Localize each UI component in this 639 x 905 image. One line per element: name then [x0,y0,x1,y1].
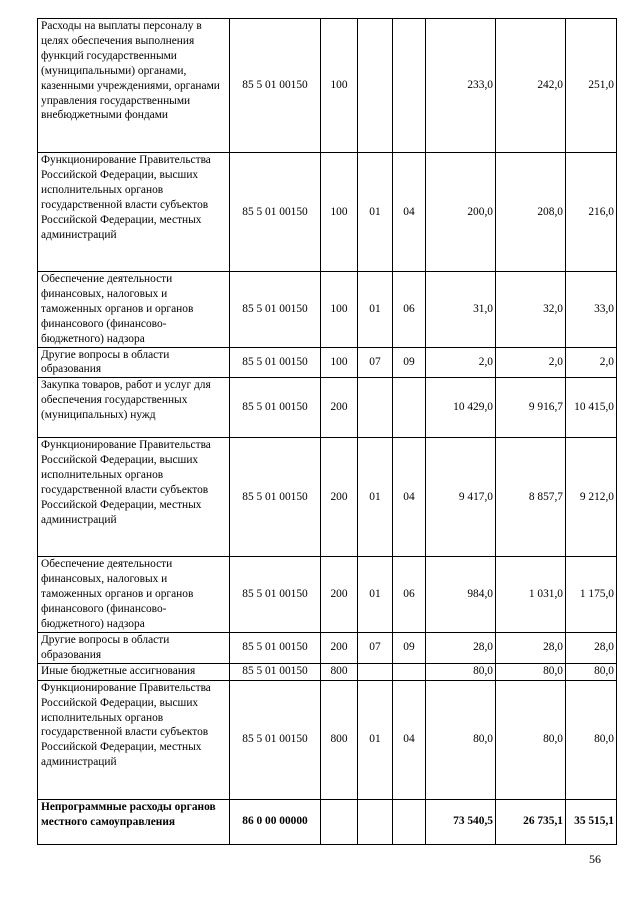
section-code [358,19,393,153]
target-article-code: 85 5 01 00150 [230,438,321,557]
amount-year-2: 208,0 [496,153,566,272]
amount-year-1: 31,0 [426,272,496,348]
section-code: 01 [358,272,393,348]
table-row [38,19,617,153]
subsection-code: 06 [393,557,426,633]
table-row [38,799,617,844]
expense-type-code: 200 [321,632,358,663]
subsection-code [393,663,426,680]
amount-year-1: 80,0 [426,680,496,799]
table-row [38,680,617,799]
amount-year-2: 80,0 [496,680,566,799]
amount-year-3: 2,0 [566,347,617,378]
section-code: 01 [358,153,393,272]
amount-year-3: 9 212,0 [566,438,617,557]
row-name: Иные бюджетные ассигнования [38,663,230,680]
subsection-code [393,799,426,844]
expense-type-code: 800 [321,680,358,799]
target-article-code: 85 5 01 00150 [230,557,321,633]
amount-year-2: 28,0 [496,632,566,663]
amount-year-3: 216,0 [566,153,617,272]
subsection-code: 04 [393,438,426,557]
row-name: Обеспечение деятельности финансовых, налоговых и таможенных органов и органов финансового (финансово-бюджетного) надзора [38,557,230,633]
section-code [358,799,393,844]
table-row [38,557,617,633]
amount-year-2: 8 857,7 [496,438,566,557]
subsection-code: 09 [393,347,426,378]
amount-year-3: 80,0 [566,680,617,799]
section-code: 07 [358,347,393,378]
subsection-code: 09 [393,632,426,663]
expense-type-code: 100 [321,19,358,153]
table-row [38,663,617,680]
subsection-code [393,19,426,153]
amount-year-3: 33,0 [566,272,617,348]
expense-type-code: 800 [321,663,358,680]
target-article-code: 85 5 01 00150 [230,153,321,272]
row-name: Непрограммные расходы органов местного самоуправления [38,799,230,844]
amount-year-2: 26 735,1 [496,799,566,844]
expense-type-code: 200 [321,378,358,438]
section-code [358,663,393,680]
row-name: Другие вопросы в области образования [38,632,230,663]
amount-year-1: 9 417,0 [426,438,496,557]
amount-year-2: 32,0 [496,272,566,348]
amount-year-1: 2,0 [426,347,496,378]
section-code: 01 [358,438,393,557]
row-name: Обеспечение деятельности финансовых, налоговых и таможенных органов и органов финансового (финансово-бюджетного) надзора [38,272,230,348]
amount-year-3: 80,0 [566,663,617,680]
subsection-code: 06 [393,272,426,348]
amount-year-1: 28,0 [426,632,496,663]
amount-year-2: 242,0 [496,19,566,153]
row-name: Функционирование Правительства Российской Федерации, высших исполнительных органов государственной власти субъектов Российской Федерации, местных администраций [38,680,230,799]
row-name: Расходы на выплаты персоналу в целях обеспечения выполнения функций государственными (муниципальными) органами, казенными учреждениями, органами управления государственными внебюджетными фондами [38,19,230,153]
amount-year-1: 233,0 [426,19,496,153]
amount-year-1: 200,0 [426,153,496,272]
row-name: Функционирование Правительства Российской Федерации, высших исполнительных органов государственной власти субъектов Российской Федерации, местных администраций [38,438,230,557]
amount-year-2: 9 916,7 [496,378,566,438]
amount-year-1: 10 429,0 [426,378,496,438]
target-article-code: 85 5 01 00150 [230,378,321,438]
amount-year-3: 10 415,0 [566,378,617,438]
section-code [358,378,393,438]
table-row [38,378,617,438]
section-code: 01 [358,557,393,633]
table-row [38,272,617,348]
table-row [38,153,617,272]
amount-year-2: 2,0 [496,347,566,378]
row-name: Функционирование Правительства Российской Федерации, высших исполнительных органов государственной власти субъектов Российской Федерации, местных администраций [38,153,230,272]
expense-type-code [321,799,358,844]
target-article-code: 85 5 01 00150 [230,19,321,153]
target-article-code: 85 5 01 00150 [230,272,321,348]
amount-year-3: 35 515,1 [566,799,617,844]
amount-year-3: 1 175,0 [566,557,617,633]
target-article-code: 85 5 01 00150 [230,680,321,799]
amount-year-1: 73 540,5 [426,799,496,844]
section-code: 07 [358,632,393,663]
amount-year-1: 984,0 [426,557,496,633]
amount-year-2: 80,0 [496,663,566,680]
expense-type-code: 200 [321,557,358,633]
row-name: Закупка товаров, работ и услуг для обеспечения государственных (муниципальных) нужд [38,378,230,438]
page-number: 56 [589,852,601,866]
target-article-code: 86 0 00 00000 [230,799,321,844]
table-row [38,632,617,663]
expense-type-code: 200 [321,438,358,557]
target-article-code: 85 5 01 00150 [230,347,321,378]
table-row [38,438,617,557]
amount-year-3: 28,0 [566,632,617,663]
budget-table [37,18,617,845]
amount-year-1: 80,0 [426,663,496,680]
expense-type-code: 100 [321,272,358,348]
subsection-code [393,378,426,438]
subsection-code: 04 [393,153,426,272]
target-article-code: 85 5 01 00150 [230,663,321,680]
expense-type-code: 100 [321,347,358,378]
subsection-code: 04 [393,680,426,799]
amount-year-3: 251,0 [566,19,617,153]
row-name: Другие вопросы в области образования [38,347,230,378]
target-article-code: 85 5 01 00150 [230,632,321,663]
table-row [38,347,617,378]
section-code: 01 [358,680,393,799]
amount-year-2: 1 031,0 [496,557,566,633]
expense-type-code: 100 [321,153,358,272]
